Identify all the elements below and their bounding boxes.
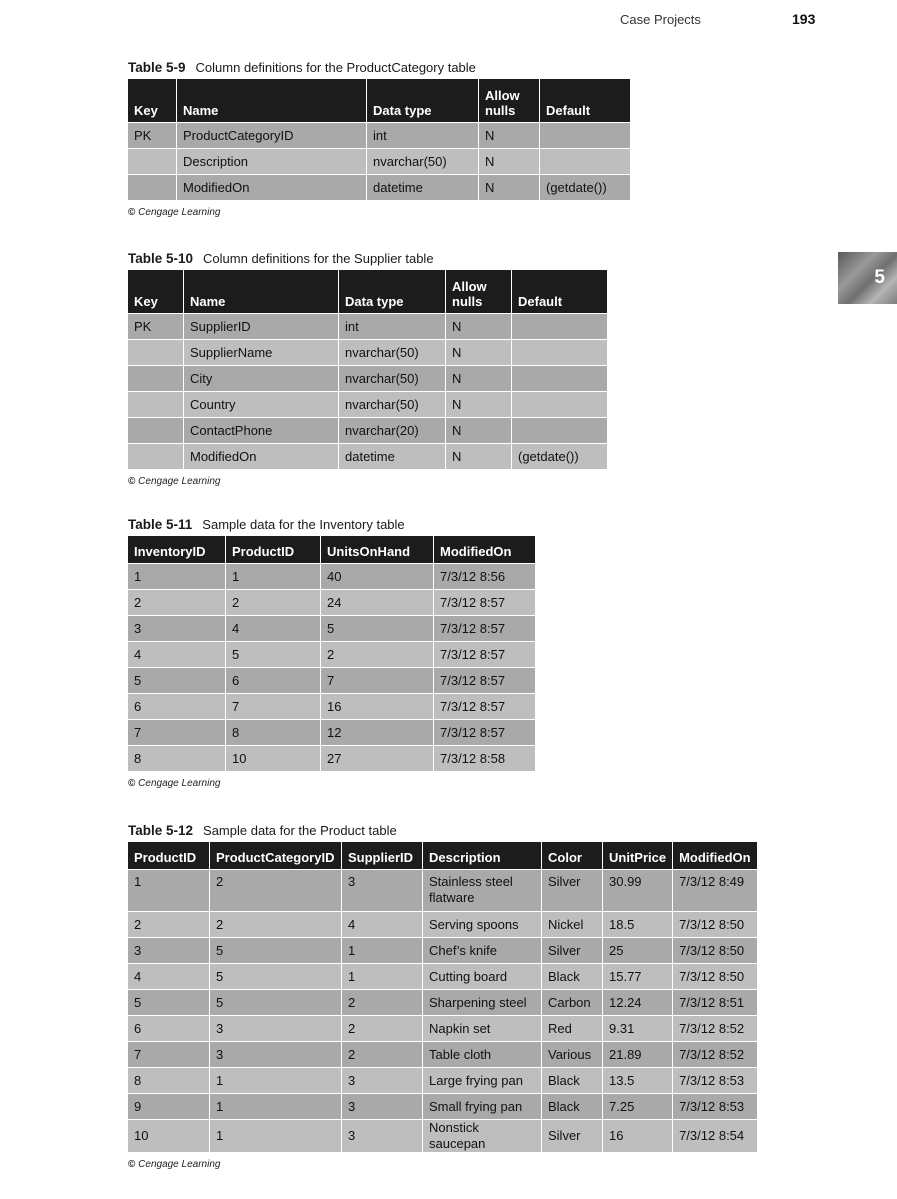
table-row (128, 938, 757, 963)
table-cell: 7/3/12 8:51 (673, 990, 757, 1015)
column-header: UnitsOnHand (321, 536, 433, 563)
table-cell: 5 (210, 964, 341, 989)
table-cell: 6 (128, 694, 225, 719)
table-cell: 10 (226, 746, 320, 771)
table-cell: 3 (210, 1016, 341, 1041)
table-cell: 4 (128, 964, 209, 989)
table-cell: 1 (210, 1094, 341, 1119)
table-header-row (128, 79, 630, 122)
table-cell: 18.5 (603, 912, 672, 937)
column-header: Default (540, 79, 630, 122)
table-row (128, 990, 757, 1015)
table-cell: 4 (128, 642, 225, 667)
table-cell: 3 (128, 616, 225, 641)
table-cell: ContactPhone (184, 418, 338, 443)
table-cell: 9.31 (603, 1016, 672, 1041)
column-header: Data type (339, 270, 445, 313)
table-cell: 7/3/12 8:50 (673, 938, 757, 963)
column-header: InventoryID (128, 536, 225, 563)
credit-line (128, 207, 631, 218)
table-cell: 4 (226, 616, 320, 641)
table-cell: 6 (226, 668, 320, 693)
table-cell: 7/3/12 8:53 (673, 1094, 757, 1119)
table-cell (128, 392, 183, 417)
table-5-9 (127, 78, 631, 201)
column-header: Allow nulls (479, 79, 539, 122)
table-cell: 9 (128, 1094, 209, 1119)
table-cell: 3 (210, 1042, 341, 1067)
column-header: Description (423, 842, 541, 869)
table-5-11 (127, 535, 536, 772)
table-cell: 2 (210, 870, 341, 911)
table-row (128, 616, 535, 641)
table-row (128, 590, 535, 615)
table-row (128, 1016, 757, 1041)
table-cell: datetime (367, 175, 478, 200)
table-cell: Silver (542, 1120, 602, 1152)
table-cell: PK (128, 314, 183, 339)
table-cell: 1 (342, 938, 422, 963)
table-cell: 12.24 (603, 990, 672, 1015)
running-header (0, 12, 897, 32)
table-cell: 7/3/12 8:58 (434, 746, 535, 771)
table-row (128, 1068, 757, 1093)
table-cell: N (446, 366, 511, 391)
table-row (128, 870, 757, 911)
table-cell: Cutting board (423, 964, 541, 989)
column-header: Data type (367, 79, 478, 122)
table-cell: 1 (226, 564, 320, 589)
table-5-10 (127, 269, 608, 470)
table-cell: 6 (128, 1016, 209, 1041)
column-header: Key (128, 79, 176, 122)
table-cell: ModifiedOn (184, 444, 338, 469)
table-cell: PK (128, 123, 176, 148)
table-row (128, 366, 607, 391)
table-cell: datetime (339, 444, 445, 469)
table-row (128, 149, 630, 174)
column-header: Name (184, 270, 338, 313)
column-header: Default (512, 270, 607, 313)
table-cell: 13.5 (603, 1068, 672, 1093)
table-cell: Nickel (542, 912, 602, 937)
chapter-tab-label: 5 (874, 267, 885, 288)
credit-line (128, 476, 608, 487)
table-cell (128, 366, 183, 391)
table-header-row (128, 270, 607, 313)
table-row (128, 418, 607, 443)
table-cell: nvarchar(50) (339, 366, 445, 391)
table-cell: Large frying pan (423, 1068, 541, 1093)
table-cell: 2 (342, 990, 422, 1015)
table-cell: N (446, 340, 511, 365)
table-5-11-block (128, 517, 536, 789)
table-cell: Black (542, 1068, 602, 1093)
table-cell: (getdate()) (540, 175, 630, 200)
table-header-row (128, 842, 757, 869)
table-cell: 7/3/12 8:56 (434, 564, 535, 589)
table-cell (512, 366, 607, 391)
table-cell: 2 (321, 642, 433, 667)
copyright-symbol: © (128, 207, 136, 218)
column-header: ProductID (226, 536, 320, 563)
table-cell: N (479, 149, 539, 174)
table-cell: City (184, 366, 338, 391)
table-caption (128, 60, 631, 78)
table-cell: 7/3/12 8:50 (673, 964, 757, 989)
table-row (128, 694, 535, 719)
table-cell: 2 (342, 1016, 422, 1041)
column-header: Name (177, 79, 366, 122)
table-row (128, 444, 607, 469)
table-cell: N (479, 123, 539, 148)
table-cell: Silver (542, 938, 602, 963)
table-cell: Stainless steel flatware (423, 870, 541, 911)
table-cell: 7 (128, 720, 225, 745)
table-row (128, 720, 535, 745)
table-cell: 40 (321, 564, 433, 589)
table-title: Column definitions for the Supplier table (203, 251, 434, 266)
table-title: Sample data for the Product table (203, 823, 397, 838)
table-cell: int (339, 314, 445, 339)
table-cell: Silver (542, 870, 602, 911)
table-cell: 8 (128, 746, 225, 771)
table-cell (128, 444, 183, 469)
table-cell: 30.99 (603, 870, 672, 911)
table-cell: SupplierID (184, 314, 338, 339)
column-header: Color (542, 842, 602, 869)
credit-text: Cengage Learning (138, 476, 221, 487)
table-cell: SupplierName (184, 340, 338, 365)
column-header: ModifiedOn (434, 536, 535, 563)
table-row (128, 912, 757, 937)
table-cell: 1 (210, 1120, 341, 1152)
table-cell (128, 340, 183, 365)
table-cell: 7/3/12 8:54 (673, 1120, 757, 1152)
table-cell (128, 418, 183, 443)
table-cell: nvarchar(50) (339, 392, 445, 417)
table-cell: ModifiedOn (177, 175, 366, 200)
table-cell: 7 (128, 1042, 209, 1067)
table-cell: 7/3/12 8:57 (434, 668, 535, 693)
table-cell: 3 (342, 1068, 422, 1093)
table-cell: 2 (226, 590, 320, 615)
table-cell: nvarchar(50) (339, 340, 445, 365)
table-cell (512, 392, 607, 417)
table-cell (540, 149, 630, 174)
table-cell: N (446, 314, 511, 339)
table-cell: 10 (128, 1120, 209, 1152)
table-title: Column definitions for the ProductCategory table (195, 60, 476, 75)
table-cell: 2 (210, 912, 341, 937)
table-caption (128, 823, 758, 841)
column-header: SupplierID (342, 842, 422, 869)
table-cell: (getdate()) (512, 444, 607, 469)
table-cell: ProductCategoryID (177, 123, 366, 148)
table-cell: 1 (210, 1068, 341, 1093)
table-cell: 2 (128, 590, 225, 615)
table-cell: 5 (210, 990, 341, 1015)
credit-text: Cengage Learning (138, 778, 221, 789)
table-row (128, 123, 630, 148)
table-cell: nvarchar(20) (339, 418, 445, 443)
column-header: Key (128, 270, 183, 313)
table-cell: int (367, 123, 478, 148)
table-cell: Chef’s knife (423, 938, 541, 963)
section-title: Case Projects (620, 12, 701, 27)
table-cell (540, 123, 630, 148)
table-cell: 12 (321, 720, 433, 745)
table-number: Table 5-10 (128, 251, 194, 266)
table-cell: N (446, 418, 511, 443)
table-cell (128, 175, 176, 200)
table-cell: 7/3/12 8:57 (434, 616, 535, 641)
table-cell: Nonstick saucepan (423, 1120, 541, 1152)
table-caption (128, 251, 608, 269)
table-cell: 25 (603, 938, 672, 963)
table-cell: Carbon (542, 990, 602, 1015)
table-cell: N (479, 175, 539, 200)
table-row (128, 668, 535, 693)
table-cell: 1 (342, 964, 422, 989)
table-row (128, 746, 535, 771)
table-cell: 2 (128, 912, 209, 937)
table-cell: 5 (226, 642, 320, 667)
column-header: ModifiedOn (673, 842, 757, 869)
table-cell: 16 (321, 694, 433, 719)
table-cell: 5 (128, 668, 225, 693)
table-cell: 3 (342, 1120, 422, 1152)
table-cell (512, 314, 607, 339)
table-cell: 7/3/12 8:57 (434, 590, 535, 615)
table-cell: Description (177, 149, 366, 174)
table-cell: 7/3/12 8:49 (673, 870, 757, 911)
credit-text: Cengage Learning (138, 1159, 221, 1170)
table-cell: Red (542, 1016, 602, 1041)
table-cell: N (446, 444, 511, 469)
table-number: Table 5-12 (128, 823, 194, 838)
table-row (128, 392, 607, 417)
table-cell: 7/3/12 8:52 (673, 1016, 757, 1041)
column-header: ProductCategoryID (210, 842, 341, 869)
table-cell: 5 (210, 938, 341, 963)
table-cell: 3 (128, 938, 209, 963)
table-cell: 7/3/12 8:57 (434, 720, 535, 745)
table-cell: Serving spoons (423, 912, 541, 937)
table-cell: 1 (128, 870, 209, 911)
table-cell: Various (542, 1042, 602, 1067)
table-cell: 5 (128, 990, 209, 1015)
table-cell: 5 (321, 616, 433, 641)
table-cell: 7.25 (603, 1094, 672, 1119)
table-row (128, 340, 607, 365)
table-number: Table 5-9 (128, 60, 186, 75)
table-cell: 7/3/12 8:57 (434, 642, 535, 667)
table-cell: 3 (342, 870, 422, 911)
credit-text: Cengage Learning (138, 207, 221, 218)
table-caption (128, 517, 536, 535)
table-cell: 7/3/12 8:50 (673, 912, 757, 937)
table-row (128, 1120, 757, 1152)
copyright-symbol: © (128, 1159, 136, 1170)
table-cell: Black (542, 964, 602, 989)
table-cell: 2 (342, 1042, 422, 1067)
table-cell: Napkin set (423, 1016, 541, 1041)
column-header: UnitPrice (603, 842, 672, 869)
table-cell (128, 149, 176, 174)
table-cell: 7 (321, 668, 433, 693)
table-5-10-block (128, 251, 608, 487)
table-cell: nvarchar(50) (367, 149, 478, 174)
table-cell: 15.77 (603, 964, 672, 989)
table-cell: 21.89 (603, 1042, 672, 1067)
column-header: ProductID (128, 842, 209, 869)
table-cell: 24 (321, 590, 433, 615)
table-cell (512, 340, 607, 365)
table-cell: Small frying pan (423, 1094, 541, 1119)
copyright-symbol: © (128, 778, 136, 789)
page-number: 193 (792, 11, 816, 27)
table-5-12-block (128, 823, 758, 1170)
credit-line (128, 1159, 758, 1170)
table-cell: Country (184, 392, 338, 417)
credit-line (128, 778, 536, 789)
table-cell: 1 (128, 564, 225, 589)
table-row (128, 314, 607, 339)
table-5-12 (127, 841, 758, 1153)
table-cell: 7/3/12 8:53 (673, 1068, 757, 1093)
table-row (128, 175, 630, 200)
copyright-symbol: © (128, 476, 136, 487)
table-cell: 3 (342, 1094, 422, 1119)
table-cell (512, 418, 607, 443)
table-5-9-block (128, 60, 631, 218)
table-cell: 16 (603, 1120, 672, 1152)
table-cell: Black (542, 1094, 602, 1119)
table-row (128, 1042, 757, 1067)
table-row (128, 564, 535, 589)
column-header: Allow nulls (446, 270, 511, 313)
table-cell: 27 (321, 746, 433, 771)
table-cell: N (446, 392, 511, 417)
table-cell: 7/3/12 8:57 (434, 694, 535, 719)
table-title: Sample data for the Inventory table (202, 517, 405, 532)
table-row (128, 642, 535, 667)
table-header-row (128, 536, 535, 563)
table-cell: Sharpening steel (423, 990, 541, 1015)
table-number: Table 5-11 (128, 517, 193, 532)
table-cell: Table cloth (423, 1042, 541, 1067)
table-cell: 7/3/12 8:52 (673, 1042, 757, 1067)
table-cell: 8 (128, 1068, 209, 1093)
table-cell: 7 (226, 694, 320, 719)
table-row (128, 964, 757, 989)
table-cell: 4 (342, 912, 422, 937)
table-cell: 8 (226, 720, 320, 745)
table-row (128, 1094, 757, 1119)
chapter-tab (838, 252, 897, 304)
